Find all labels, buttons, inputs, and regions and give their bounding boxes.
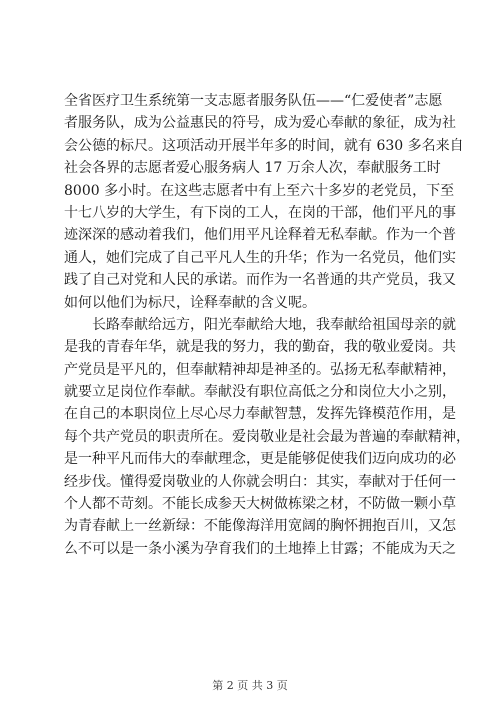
paragraph-line: 为青春献上一丝新绿：不能像海洋用宽阔的胸怀拥抱百川，又怎 xyxy=(64,518,456,535)
paragraph-line: 全省医疗卫生系统第一支志愿者服务队伍——“仁爱使者”志愿 xyxy=(64,93,443,109)
paragraph-line: 每个共产党员的职责所在。爱岗敬业是社会最为普遍的奉献精神， xyxy=(64,428,470,445)
body-text xyxy=(64,90,470,560)
paragraph-line: 在自己的本职岗位上尽心尽力奉献智慧，发挥先锋模范作用，是 xyxy=(64,406,456,423)
paragraph-line: 长路奉献给远方，阳光奉献给大地，我奉献给祖国母亲的就 xyxy=(92,316,456,333)
paragraph-line: 如何以他们为标尺，诠释奉献的含义呢。 xyxy=(64,294,316,311)
paragraph-line: 个人都不苛刻。不能长成参天大树做栋梁之材，不防做一颗小草 xyxy=(64,496,456,513)
paragraph-2 xyxy=(64,314,470,560)
paragraph-line: 经步伐。懂得爱岗敬业的人你就会明白：其实，奉献对于任何一 xyxy=(64,473,456,490)
paragraph-line: 是一种平凡而伟大的奉献理念，更是能够促使我们迈向成功的必 xyxy=(64,451,456,468)
paragraph-1 xyxy=(64,90,464,314)
paragraph-line: 者服务队，成为公益惠民的符号，成为爱心奉献的象征，成为社 xyxy=(64,115,456,132)
paragraph-line: 会公德的标尺。这项活动开展半年多的时间，就有 630 多名来自 xyxy=(64,137,464,154)
paragraph-line: 是我的青春年华，就是我的努力，我的勤奋，我的敬业爱岗。共 xyxy=(64,339,456,356)
page-number-footer: 第 2 页 共 3 页 xyxy=(212,679,288,692)
paragraph-line: 就要立足岗位作奉献。奉献没有职位高低之分和岗位大小之别， xyxy=(64,384,456,401)
paragraph-line: 迹深深的感动着我们，他们用平凡诠释着无私奉献。作为一个普 xyxy=(64,227,456,244)
paragraph-line: 产党员是平凡的，但奉献精神却是神圣的。弘扬无私奉献精神， xyxy=(64,361,456,378)
paragraph-line: 8000 多小时。在这些志愿者中有上至六十多岁的老党员，下至 xyxy=(64,182,455,199)
paragraph-line: 十七八岁的大学生，有下岗的工人，在岗的干部，他们平凡的事 xyxy=(64,204,456,221)
paragraph-line: 么不可以是一条小溪为孕育我们的土地捧上甘露；不能成为天之 xyxy=(64,540,456,557)
paragraph-line: 通人，她们完成了自己平凡人生的升华；作为一名党员，他们实 xyxy=(64,249,456,266)
paragraph-line: 践了自己对党和人民的承诺。而作为一名普通的共产党员，我又 xyxy=(64,272,456,289)
paragraph-line: 社会各界的志愿者爱心服务病人 17 万余人次，奉献服务工时 xyxy=(64,160,441,177)
